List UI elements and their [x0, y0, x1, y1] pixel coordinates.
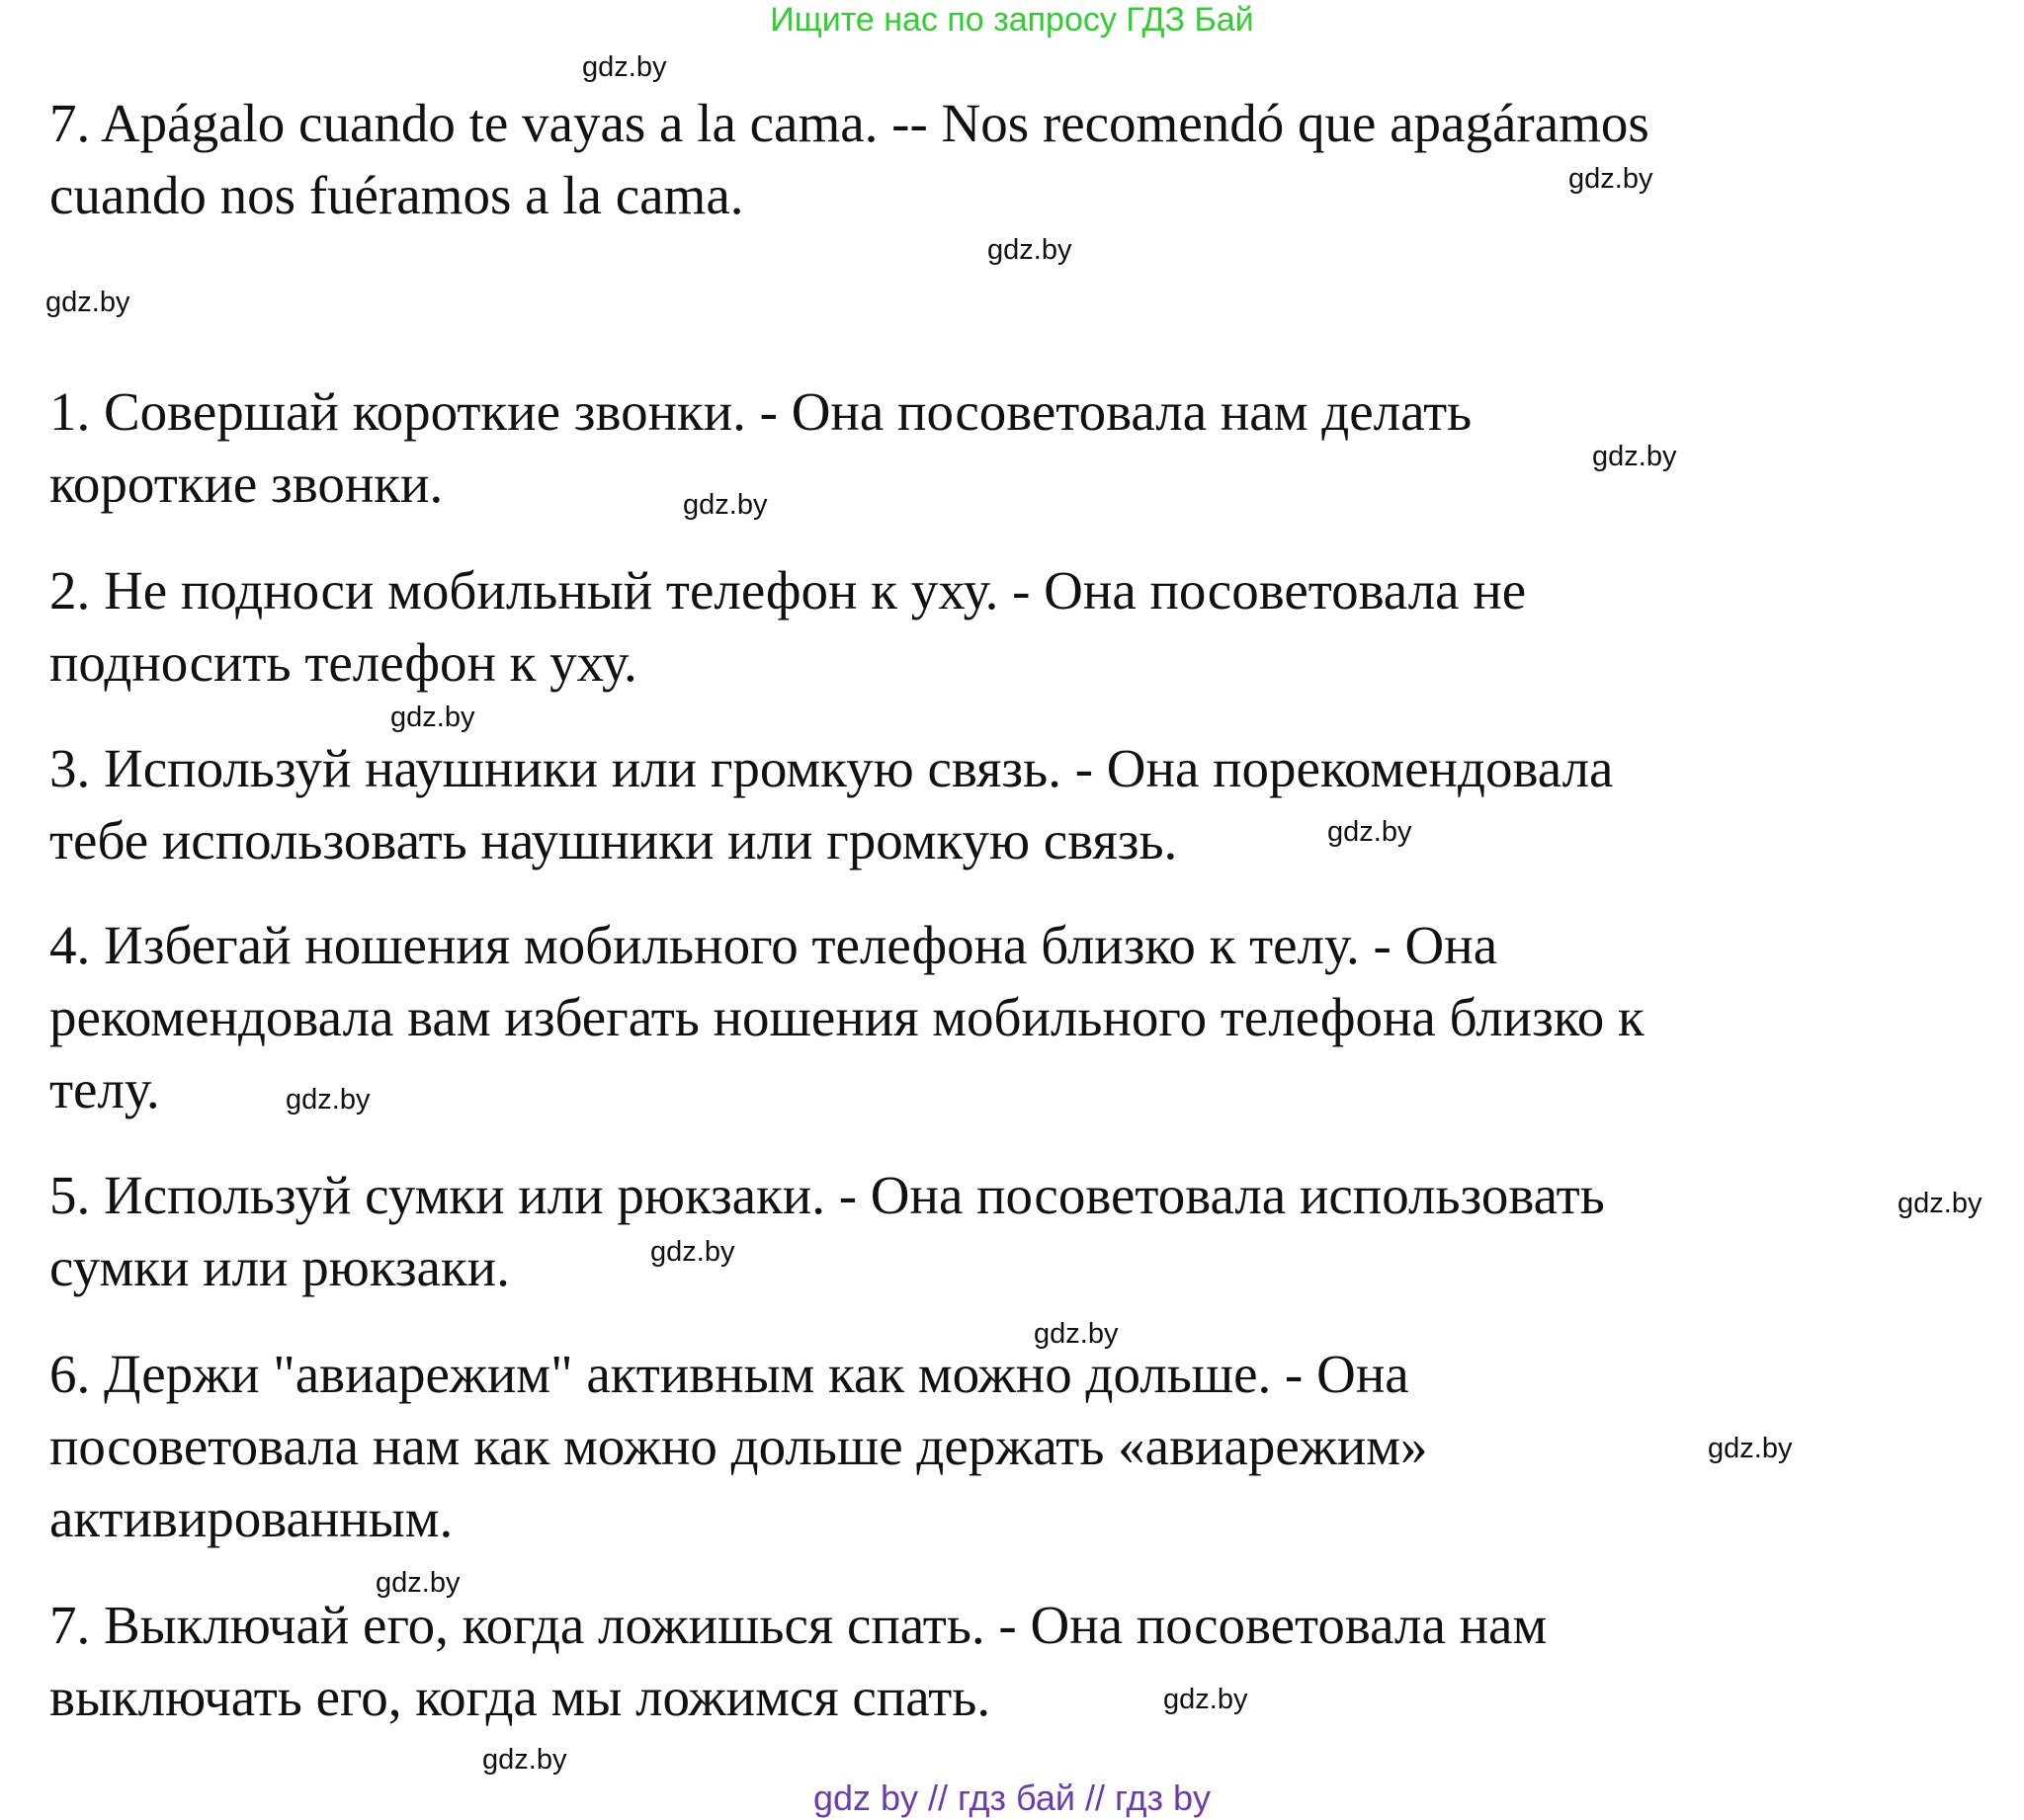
watermark: gdz.by: [1898, 1188, 1982, 1219]
watermark: gdz.by: [987, 234, 1072, 266]
watermark: gdz.by: [1592, 441, 1677, 472]
paragraph-5: 5. Используй сумки или рюкзаки. - Она посоветовала использовать сумки или рюкзаки.: [49, 1165, 1605, 1297]
paragraph-6: 6. Держи "авиарежим" активным как можно дольше. - Она посоветовала нам как можно дольше держать «авиарежим» активированным.: [49, 1344, 1428, 1548]
watermark: gdz.by: [390, 702, 475, 733]
watermark: gdz.by: [650, 1236, 735, 1268]
paragraph-spanish-7: 7. Apágalo cuando te vayas a la cama. -- Nos recomendó que apagáramos cuando nos fuéramos a la cama.: [49, 93, 1649, 225]
paragraph-3: 3. Используй наушники или громкую связь. - Она порекомендовала тебе использовать наушники или громкую связь.: [49, 738, 1614, 870]
watermark: gdz.by: [286, 1084, 371, 1116]
watermark: gdz.by: [582, 51, 667, 83]
watermark: gdz.by: [45, 287, 130, 318]
paragraph-4: 4. Избегай ношения мобильного телефона близко к телу. - Она рекомендовала вам избегать ношения мобильного телефона близко к телу.: [49, 915, 1644, 1119]
watermark: gdz.by: [683, 489, 768, 521]
paragraph-7: 7. Выключай его, когда ложишься спать. - Она посоветовала нам выключать его, когда мы ложимся спать.: [49, 1595, 1548, 1727]
watermark: gdz.by: [376, 1567, 461, 1599]
watermark: gdz.by: [482, 1744, 567, 1776]
paragraph-2: 2. Не подноси мобильный телефон к уху. - Она посоветовала не подносить телефон к уху.: [49, 560, 1527, 693]
footer-links[interactable]: gdz by // гдз бай // гдз by: [812, 1778, 1212, 1818]
watermark: gdz.by: [1163, 1684, 1248, 1715]
paragraph-1: 1. Совершай короткие звонки. - Она посоветовала нам делать короткие звонки.: [49, 381, 1473, 514]
watermark: gdz.by: [1568, 163, 1653, 195]
search-banner-link[interactable]: Ищите нас по запросу ГДЗ Бай: [770, 1, 1254, 39]
watermark: gdz.by: [1034, 1318, 1119, 1350]
watermark: gdz.by: [1327, 816, 1412, 848]
watermark: gdz.by: [1708, 1433, 1793, 1464]
